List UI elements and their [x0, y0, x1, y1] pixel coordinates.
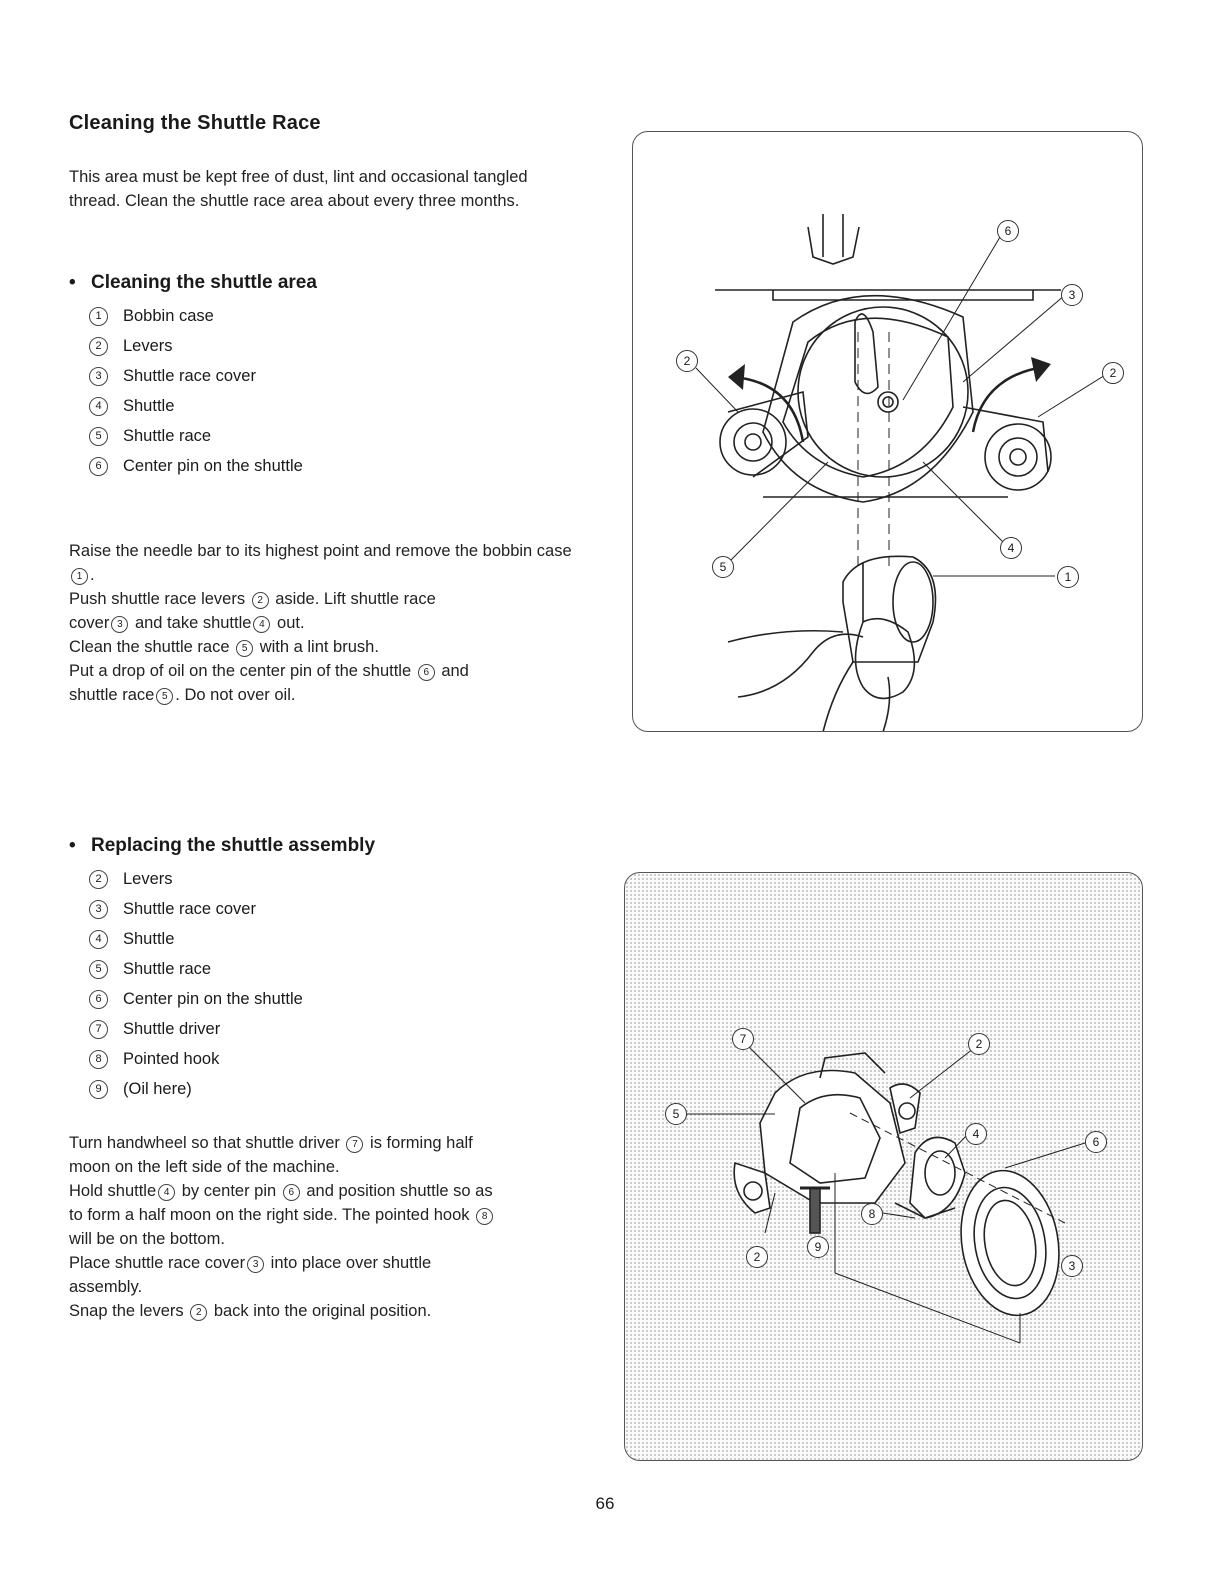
- part-number: 5: [89, 960, 108, 979]
- instruction-text: with a lint brush.: [255, 638, 379, 656]
- replacing-instructions: [69, 1131, 599, 1323]
- replacing-heading-text: Replacing the shuttle assembly: [91, 835, 376, 856]
- instruction-line: [69, 1275, 599, 1299]
- part-reference: 7: [346, 1136, 363, 1153]
- part-number: 6: [89, 990, 108, 1009]
- part-reference: 6: [418, 664, 435, 681]
- instruction-text: Push shuttle race levers: [69, 590, 250, 608]
- instruction-line: [69, 611, 579, 635]
- figure2-callout: 9: [807, 1236, 829, 1258]
- part-number: 4: [89, 397, 108, 416]
- part-label: Levers: [123, 870, 173, 888]
- figure1-callout: 5: [712, 556, 734, 578]
- part-label: Shuttle race cover: [123, 367, 256, 385]
- part-label: Shuttle: [123, 397, 175, 415]
- part-number: 2: [89, 337, 108, 356]
- list-item: [89, 1014, 303, 1044]
- instruction-line: [69, 635, 579, 659]
- instruction-text: into place over shuttle: [266, 1254, 432, 1272]
- list-item: [89, 331, 303, 361]
- list-item: [89, 421, 303, 451]
- part-reference: 1: [71, 568, 88, 585]
- instruction-line: [69, 1155, 599, 1179]
- replacing-heading: [69, 835, 375, 857]
- instruction-text: moon on the left side of the machine.: [69, 1158, 340, 1176]
- figure2-callout: 6: [1085, 1131, 1107, 1153]
- list-item: [89, 361, 303, 391]
- part-reference: 8: [476, 1208, 493, 1225]
- cleaning-heading-text: Cleaning the shuttle area: [91, 272, 317, 293]
- part-label: (Oil here): [123, 1080, 192, 1098]
- part-number: 4: [89, 930, 108, 949]
- part-reference: 3: [247, 1256, 264, 1273]
- part-reference: 5: [156, 688, 173, 705]
- instruction-line: [69, 587, 579, 611]
- figure2-callout: 2: [746, 1246, 768, 1268]
- part-number: 6: [89, 457, 108, 476]
- figure1-callout: 4: [1000, 537, 1022, 559]
- part-number: 3: [89, 367, 108, 386]
- part-reference: 2: [190, 1304, 207, 1321]
- part-label: Center pin on the shuttle: [123, 990, 303, 1008]
- bullet: •: [69, 272, 76, 293]
- part-number: 9: [89, 1080, 108, 1099]
- instruction-line: [69, 683, 579, 707]
- instruction-text: to form a half moon on the right side. The pointed hook: [69, 1206, 475, 1224]
- instruction-text: assembly.: [69, 1278, 143, 1296]
- instruction-text: shuttle race: [69, 686, 155, 704]
- instruction-text: and position shuttle so as: [301, 1182, 493, 1200]
- list-item: [89, 864, 303, 894]
- bullet: •: [69, 835, 76, 856]
- part-label: Shuttle race: [123, 960, 212, 978]
- figure1-callout: 6: [997, 220, 1019, 242]
- figure2-callout: 2: [968, 1033, 990, 1055]
- figure1-callout: 2: [1102, 362, 1124, 384]
- instruction-text: and: [436, 662, 469, 680]
- figure2-callout: 5: [665, 1103, 687, 1125]
- part-number: 5: [89, 427, 108, 446]
- part-number: 2: [89, 870, 108, 889]
- instruction-line: [69, 1179, 599, 1203]
- instruction-line: [69, 659, 579, 683]
- part-label: Shuttle race: [123, 427, 212, 445]
- part-label: Shuttle driver: [123, 1020, 221, 1038]
- shuttle-area-illustration: [633, 132, 1142, 731]
- instruction-text: Snap the levers: [69, 1302, 189, 1320]
- figure1-callout: 2: [676, 350, 698, 372]
- instruction-line: [69, 1299, 599, 1323]
- shuttle-assembly-illustration: [625, 873, 1142, 1460]
- figure2-callout: 7: [732, 1028, 754, 1050]
- instruction-line: [69, 539, 579, 587]
- cleaning-heading: [69, 272, 317, 294]
- part-label: Shuttle: [123, 930, 175, 948]
- instruction-text: .: [90, 566, 95, 584]
- instruction-text: Turn handwheel so that shuttle driver: [69, 1134, 345, 1152]
- replacing-parts-list: [89, 864, 303, 1104]
- list-item: [89, 984, 303, 1014]
- page-number: 66: [595, 1494, 615, 1513]
- list-item: [89, 894, 303, 924]
- list-item: [89, 1074, 303, 1104]
- instruction-text: Raise the needle bar to its highest point and remove the bobbin case: [69, 542, 572, 560]
- list-item: [89, 391, 303, 421]
- figure-shuttle-area: [632, 131, 1143, 732]
- part-label: Shuttle race cover: [123, 900, 256, 918]
- instruction-text: is forming half: [365, 1134, 473, 1152]
- part-number: 8: [89, 1050, 108, 1069]
- part-label: Center pin on the shuttle: [123, 457, 303, 475]
- instruction-line: [69, 1131, 599, 1155]
- instruction-text: and take shuttle: [130, 614, 252, 632]
- list-item: [89, 301, 303, 331]
- instruction-text: Hold shuttle: [69, 1182, 157, 1200]
- part-reference: 3: [111, 616, 128, 633]
- figure1-callout: 1: [1057, 566, 1079, 588]
- part-reference: 2: [252, 592, 269, 609]
- instruction-text: back into the original position.: [209, 1302, 432, 1320]
- part-reference: 6: [283, 1184, 300, 1201]
- instruction-text: by center pin: [177, 1182, 281, 1200]
- part-reference: 4: [158, 1184, 175, 1201]
- part-number: 7: [89, 1020, 108, 1039]
- part-label: Pointed hook: [123, 1050, 220, 1068]
- cleaning-instructions: [69, 539, 579, 707]
- list-item: [89, 1044, 303, 1074]
- instruction-text: Put a drop of oil on the center pin of the shuttle: [69, 662, 416, 680]
- part-reference: 4: [253, 616, 270, 633]
- list-item: [89, 924, 303, 954]
- figure1-callout: 3: [1061, 284, 1083, 306]
- instruction-line: [69, 1251, 599, 1275]
- section-title: Cleaning the Shuttle Race: [69, 112, 321, 134]
- intro-text: This area must be kept free of dust, lint and occasional tangled thread. Clean the shuttle race area about every three months.: [69, 168, 528, 210]
- instruction-text: aside. Lift shuttle race: [270, 590, 436, 608]
- instruction-text: will be on the bottom.: [69, 1230, 225, 1248]
- figure2-callout: 4: [965, 1123, 987, 1145]
- list-item: [89, 954, 303, 984]
- part-number: 1: [89, 307, 108, 326]
- part-label: Levers: [123, 337, 173, 355]
- figure-shuttle-assembly: [624, 872, 1143, 1461]
- instruction-text: Clean the shuttle race: [69, 638, 235, 656]
- instruction-line: [69, 1203, 599, 1227]
- figure2-callout: 3: [1061, 1255, 1083, 1277]
- part-label: Bobbin case: [123, 307, 214, 325]
- list-item: [89, 451, 303, 481]
- instruction-text: . Do not over oil.: [175, 686, 296, 704]
- part-number: 3: [89, 900, 108, 919]
- instruction-text: Place shuttle race cover: [69, 1254, 246, 1272]
- instruction-line: [69, 1227, 599, 1251]
- figure2-callout: 8: [861, 1203, 883, 1225]
- cleaning-parts-list: [89, 301, 303, 481]
- instruction-text: cover: [69, 614, 110, 632]
- instruction-text: out.: [272, 614, 305, 632]
- part-reference: 5: [236, 640, 253, 657]
